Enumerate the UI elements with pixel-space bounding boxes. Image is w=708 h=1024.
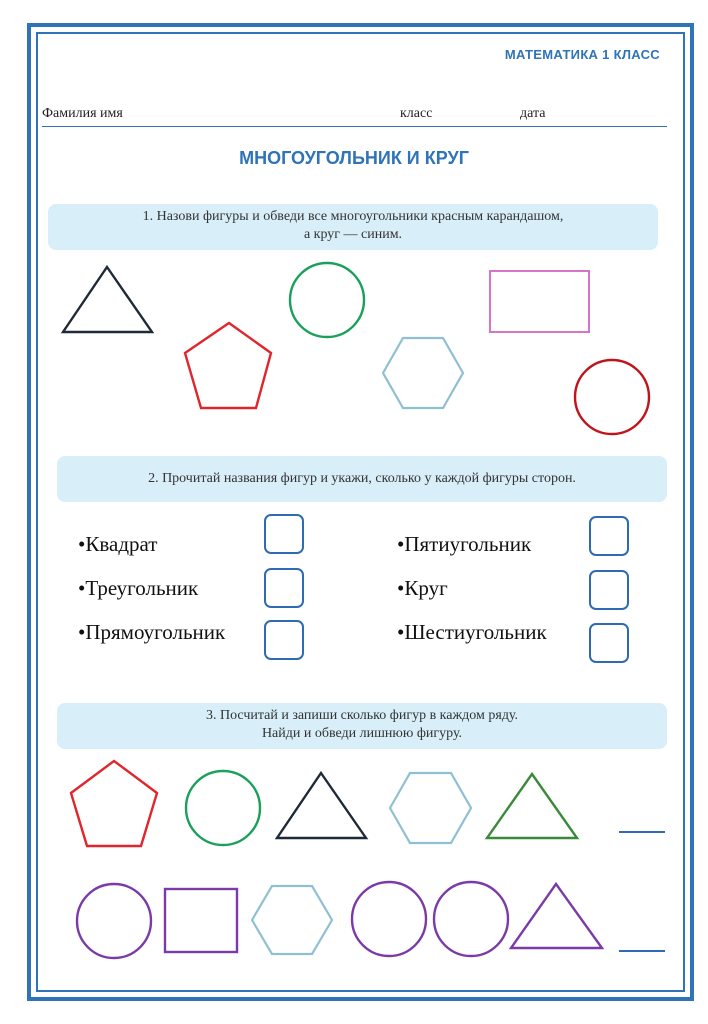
word-triangle: •Треугольник [78, 576, 199, 600]
word-hexagon: •Шестиугольник [397, 620, 547, 644]
t3r2-circle2-shape [352, 882, 426, 956]
task3-line2: Найди и обведи лишнюю фигуру. [261, 726, 463, 741]
t3r2-square-shape [165, 889, 237, 952]
word-square: •Квадрат [78, 532, 158, 556]
t3r1-triangle-dark-shape [277, 773, 366, 838]
t1-circle-red-shape [575, 360, 649, 434]
t1-hexagon-shape [383, 338, 463, 408]
task1-line2: а круг — синим. [303, 227, 403, 242]
t3r2-circle1-shape [77, 884, 151, 958]
task3-line1: 3. Посчитай и запиши сколько фигур в каждом ряду. [205, 708, 519, 723]
name-label: Фамилия имя [42, 106, 123, 121]
t3r2-circle3-shape [434, 882, 508, 956]
word-rectangle: •Прямоугольник [78, 620, 226, 644]
t3r2-triangle-shape [511, 884, 602, 948]
t3r1-triangle-green-shape [487, 774, 577, 838]
t1-triangle-shape [63, 267, 152, 332]
t3r1-hexagon-shape [390, 773, 471, 843]
date-label: дата [520, 106, 546, 121]
worksheet-title: МНОГОУГОЛЬНИК И КРУГ [239, 148, 469, 168]
t3r1-pentagon-shape [71, 761, 157, 846]
t1-circle-green-shape [290, 263, 364, 337]
t3r1-circle-shape [186, 771, 260, 845]
class-label: класс [400, 106, 433, 121]
task1-line1: 1. Назови фигуры и обведи все многоугольники красным карандашом, [142, 209, 564, 224]
t1-pentagon-shape [185, 323, 271, 408]
word-circle: •Круг [397, 576, 448, 600]
word-pentagon: •Пятиугольник [397, 532, 532, 556]
t3r2-hexagon-shape [252, 886, 332, 954]
subject-heading: МАТЕМАТИКА 1 КЛАСС [504, 47, 660, 62]
t1-rectangle-shape [490, 271, 589, 332]
task2-line: 2. Прочитай названия фигур и укажи, сколько у каждой фигуры сторон. [148, 471, 576, 486]
